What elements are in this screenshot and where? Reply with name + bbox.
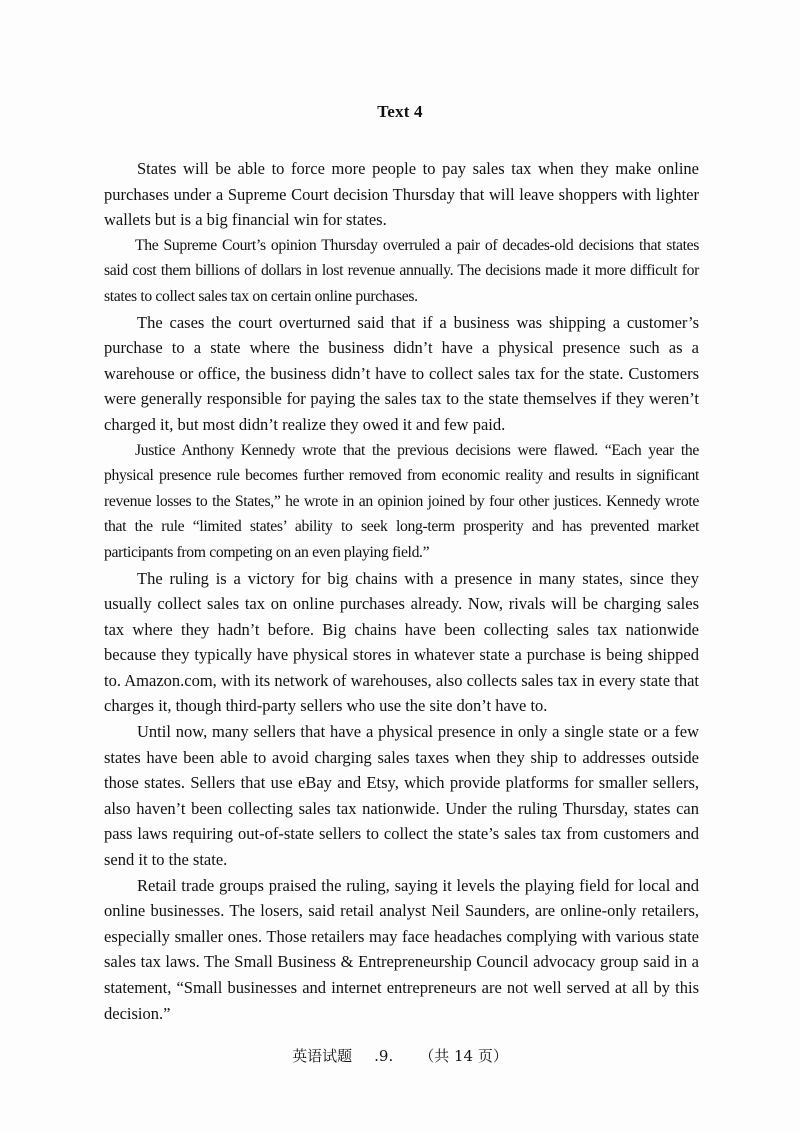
paragraph-7: Retail trade groups praised the ruling, saying it levels the playing field for local and online businesses. The losers, said retail analyst Neil Saunders, are online-only retailers, especially smaller ones. Those retailers may face headaches complying with various state sales tax laws. The Small Business & Entrepreneurship Council advocacy group said in a statement, “Small businesses and internet entrepreneurs are not well served at all by this decision.” [104,875,699,1023]
paragraph-1: States will be able to force more people to pay sales tax when they make online purchases under a Supreme Court decision Thursday that will leave shoppers with lighter wallets but is a big financial win for states. [104,159,699,230]
footer-total-pages: （共 14 页） [419,1047,508,1065]
paragraph-3: The cases the court overturned said that if a business was shipping a customer’s purchase to a state where the business didn’t have a physical presence such as a warehouse or office, the business didn’t have to collect sales tax for the state. Customers were generally responsible for paying the sales tax to the state themselves if they weren’t charged it, but most didn’t realize they owed it and few paid. [104,312,699,434]
paragraph-5: The ruling is a victory for big chains with a presence in many states, since they usually collect sales tax on online purchases already. Now, rivals will be charging sales tax where they hadn’t before. Big chains have been collecting sales tax nationwide because they typically have physical stores in whatever state a purchase is being shipped to. Amazon.com, with its network of warehouses, also collects sales tax in every state that charges it, though third-party sellers who use the site don’t have to. [104,568,699,716]
paragraph-4: Justice Anthony Kennedy wrote that the previous decisions were flawed. “Each year the physical presence rule becomes further removed from economic reality and results in significant revenue losses to the States,” he wrote in an opinion joined by four other justices. Kennedy wrote that the rule “limited states’ ability to seek long-term prosperity and has prevented market participants from competing on an even playing field.” [104,441,699,561]
page-footer [0,1045,800,1066]
footer-page-number: .9. [374,1047,394,1065]
paragraph-2: The Supreme Court’s opinion Thursday overruled a pair of decades-old decisions that states said cost them billions of dollars in lost revenue annually. The decisions made it more difficult for states to collect sales tax on certain online purchases. [104,236,699,305]
paragraph-6: Until now, many sellers that have a physical presence in only a single state or a few states have been able to avoid charging sales taxes when they ship to addresses outside those states. Sellers that use eBay and Etsy, which provide platforms for smaller sellers, also haven’t been collecting sales tax nationwide. Under the ruling Thursday, states can pass laws requiring out-of-state sellers to collect the state’s sales tax from customers and send it to the state. [104,722,699,870]
footer-subject: 英语试题 [292,1047,353,1065]
passage-title: Text 4 [377,102,423,121]
passage-body [104,156,699,1026]
